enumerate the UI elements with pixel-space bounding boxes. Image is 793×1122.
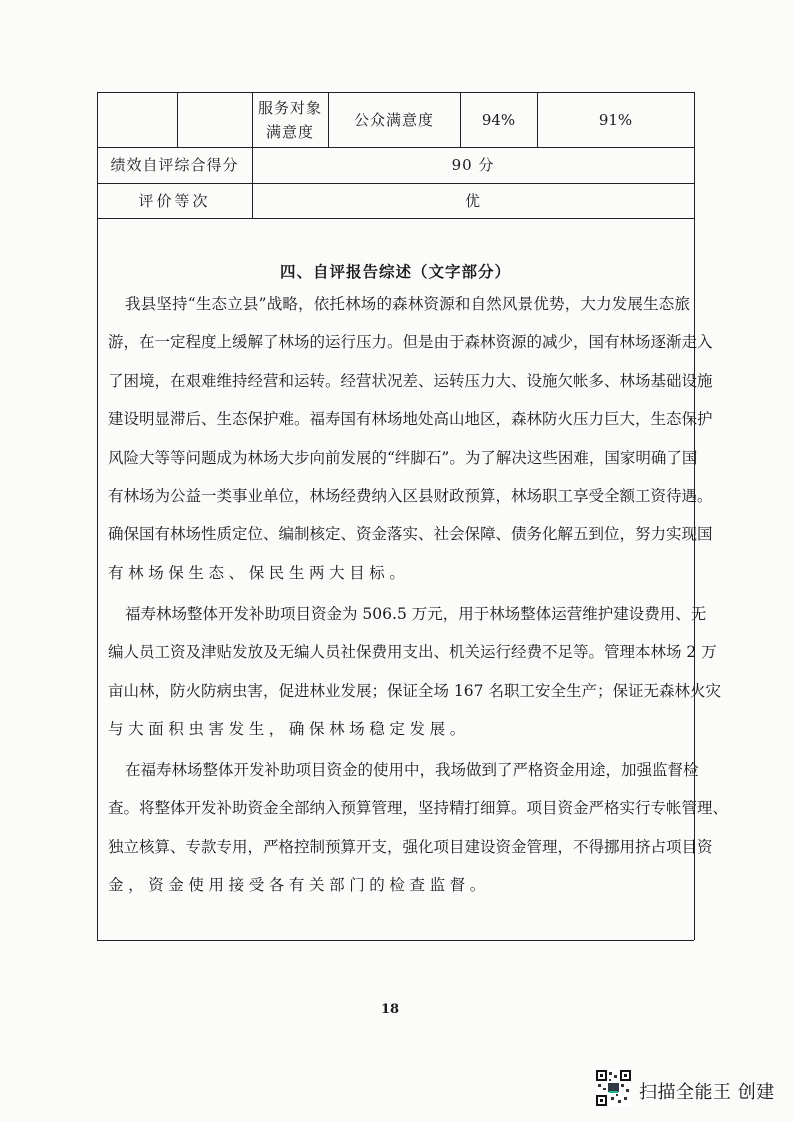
paragraph-line: 查。将整体开发补助资金全部纳入预算管理，坚持精打细算。项目资金严格实行专帐管理、: [108, 799, 729, 818]
table-row-divider: [97, 218, 694, 219]
paragraph-line: 确保国有林场性质定位、编制核定、资金落实、社会保障、债务化解五到位，努力实现国: [108, 525, 713, 544]
paragraph-line: 编人员工资及津贴发放及无编人员社保费用支出、机关运行经费不足等。管理本林场 2 万: [108, 643, 717, 662]
paragraph-line: 我县坚持“生态立县”战略，依托林场的森林资源和自然风景优势，大力发展生态旅: [125, 295, 690, 313]
paragraph-line: 建设明显滞后、生态保护难。福寿国有林场地处高山地区，森林防火压力巨大，生态保护: [108, 410, 713, 429]
paragraph-line: 了困境，在艰难维持经营和运转。经营状况差、运转压力大、设施欠帐多、林场基础设施: [108, 371, 713, 390]
table-col-divider: [177, 92, 178, 147]
table-border-left: [97, 92, 98, 940]
target-value-cell: 94%: [481, 110, 516, 129]
score-label: 绩效自评综合得分: [110, 156, 239, 174]
paragraph-line: 亩山林，防火防病虫害，促进林业发展；保证全场 167 名职工安全生产；保证无森林火灾: [108, 681, 721, 700]
paragraph-line: 金，资金使用接受各有关部门的检查监督。: [108, 876, 490, 895]
watermark-text: 扫描全能王 创建: [639, 1082, 775, 1103]
score-value: 90 分: [451, 156, 495, 174]
actual-value-cell: 91%: [598, 110, 633, 129]
paragraph-line: 福寿林场整体开发补助项目资金为 506.5 万元，用于林场整体运营维护建设费用、无: [125, 605, 707, 623]
paragraph-line: 在福寿林场整体开发补助项目资金的使用中，我场做到了严格资金用途，加强监督检: [125, 761, 699, 779]
table-border-bottom: [97, 940, 694, 941]
indicator-line: 服务对象: [257, 98, 322, 117]
paragraph-line: 有林场保生态、保民生两大目标。: [108, 563, 410, 582]
indicator-cell: [252, 92, 328, 147]
paragraph-line: 独立核算、专款专用，严格控制预算开支，强化项目建设资金管理，不得挪用挤占项目资: [108, 837, 713, 856]
paragraph-line: 有林场为公益一类事业单位，林场经费纳入区县财政预算，林场职工享受全额工资待遇。: [108, 487, 713, 505]
paragraph-line: 风险大等等问题成为林场大步向前发展的“绊脚石”。为了解决这些困难，国家明确了国: [108, 448, 698, 467]
page-number: 18: [380, 1002, 400, 1017]
qr-code-icon: [596, 1070, 631, 1106]
indicator-line: 满意度: [265, 122, 314, 141]
grade-label: 评价等次: [138, 191, 211, 210]
metric-cell: 公众满意度: [353, 110, 434, 129]
paragraph-line: 游，在一定程度上缓解了林场的运行压力。但是由于森林资源的减少，国有林场逐渐走入: [108, 333, 713, 352]
section-heading: 四、自评报告综述（文字部分）: [279, 262, 511, 281]
paragraph-line: 与大面积虫害发生，确保林场稳定发展。: [108, 720, 470, 739]
grade-value: 优: [464, 191, 481, 210]
